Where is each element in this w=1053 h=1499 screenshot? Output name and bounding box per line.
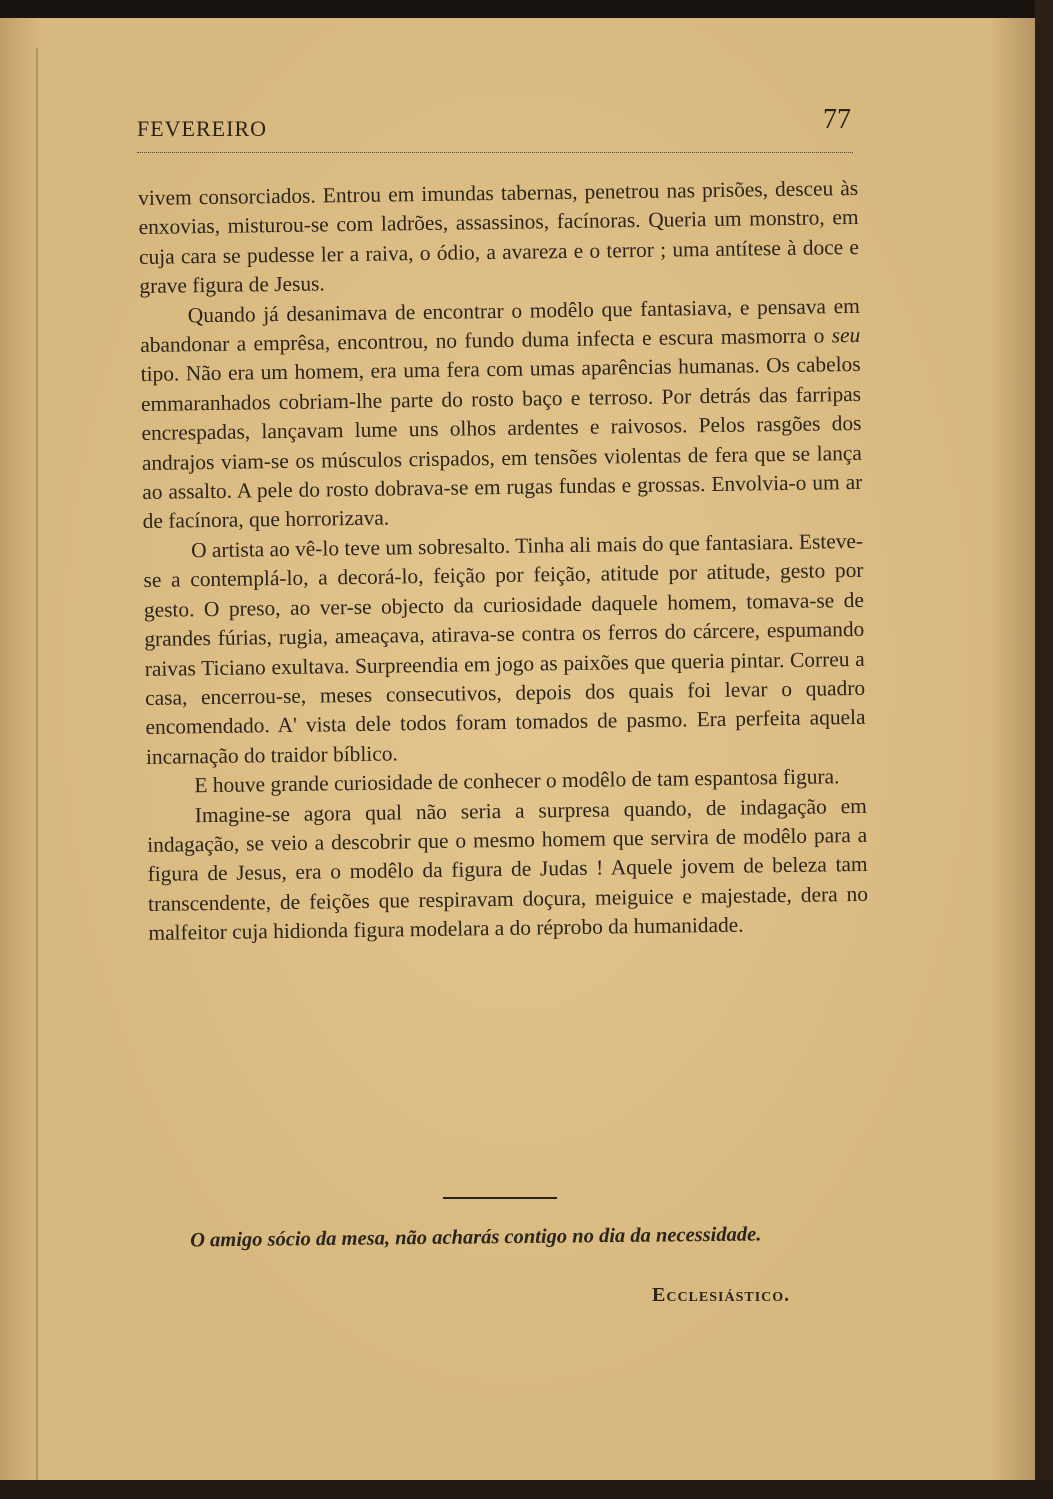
paragraph-4: E houve grande curiosidade de conhecer o modêlo de tam espantosa figura. — [194, 764, 840, 798]
running-header — [137, 104, 853, 153]
body-text — [138, 174, 869, 949]
paragraph-5: Imagine-se agora qual não seria a surpresa quando, de indagação em indagação, se veio a descobrir que o mesmo homem que servira de modêlo para a figura de Jesus, era o modêlo da figura de Judas ! Aquele jovem de beleza tam transcendente, de feições que respiravam doçura, meiguice e majestade, dera no malfeitor cuja hidionda figura modelara a do réprobo da humanidade. — [147, 793, 869, 946]
section-separator — [443, 1197, 557, 1199]
running-title: FEVEREIRO — [137, 116, 267, 141]
paragraph-3: O artista ao vê-lo teve um sobresalto. Tinha ali mais do que fantasiara. Esteve-se a contemplá-lo, a decorá-lo, feição por feição, atitude por atitude, gesto por gesto. O preso, ao ver-se objecto da curiosidade daquele homem, tomava-se de grandes fúrias, rugia, ameaçava, atirava-se contra os ferros do cárcere, espumando raivas Ticiano exultava. Surpreendia em jogo as paixões que queria pintar. Correu a casa, encerrou-se, meses consecutivos, depois dos quais foi levar o quadro encomendado. A' vista dele todos foram tomados de pasmo. Era perfeita aquela incarnação do traidor bíblico. — [143, 528, 866, 769]
page-number: 77 — [823, 104, 851, 135]
paragraph-2-start: Quando já desanimava de encontrar o modêlo que fantasiava, e pensava em abandonar a emprêsa, encontrou, no fundo duma infecta e escura masmorra o — [140, 293, 860, 358]
epigraph-attribution: Ecclesiástico. — [652, 1284, 791, 1306]
paragraph-2 — [140, 292, 863, 537]
paragraph-2-end: tipo. Não era um homem, era uma fera com umas aparências humanas. Os cabelos emmaranhados cobriam-lhe parte do rosto baço e terroso. Por detrás das farripas encrespadas, lançavam lume uns olhos ardentes e raivosos. Pelos rasgões dos andrajos viam-se os músculos crispados, em tensões violentas de fera que se lança ao assalto. A pele do rosto dobrava-se em rugas fundas e grossas. Envolvia-o um ar de facínora, que horrorizava. — [140, 352, 863, 534]
page-fold-shadow — [36, 48, 38, 1488]
page-edge-right — [1035, 0, 1053, 1499]
page-edge-bottom — [0, 1480, 1053, 1499]
paragraph-2-italic: seu — [831, 322, 861, 348]
paragraph-1: vivem consorciados. Entrou em imundas tabernas, penetrou nas prisões, desceu às enxovias, misturou-se com ladrões, assassinos, facínoras. Queria um monstro, em cuja cara se pudesse ler a raiva, o ódio, a avareza e o terror ; uma antítese à doce e grave figura de Jesus. — [138, 175, 860, 299]
epigraph-quote: O amigo sócio da mesa, não acharás contigo no dia da necessidade. — [190, 1223, 762, 1252]
